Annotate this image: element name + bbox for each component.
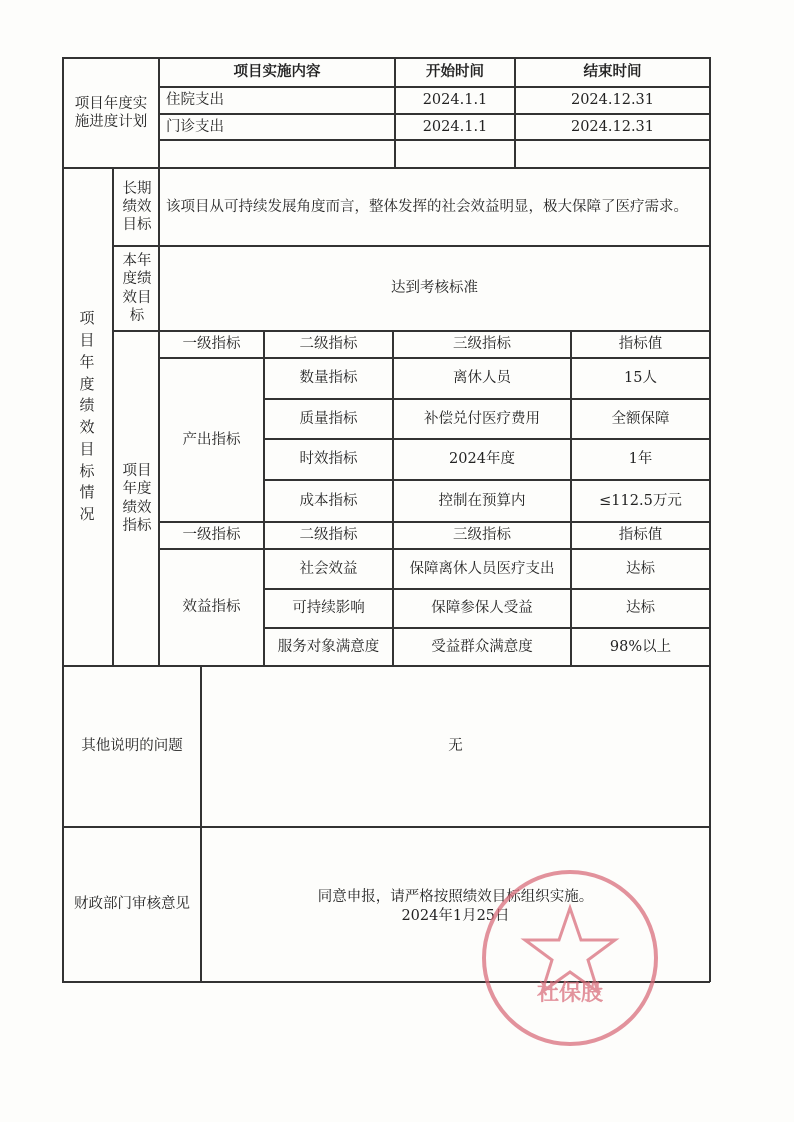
header-level3: 三级指标 (453, 527, 511, 544)
header-value: 指标值 (618, 527, 663, 544)
plan-row-end: 2024.12.31 (570, 92, 655, 109)
header-level3: 三级指标 (453, 336, 511, 353)
performance-section-label: 项目年度绩效目标情况 (79, 309, 95, 523)
header-level2: 二级指标 (299, 527, 358, 544)
table-row-level3: 保障离休人员医疗支出 (409, 560, 555, 577)
table-row-level3: 2024年度 (449, 451, 515, 468)
finance-review-label: 财政部门审核意见 (74, 896, 190, 913)
finance-review-text: 同意申报，请严格按照绩效目标组织实施。 2024年1月25日 (317, 889, 594, 924)
table-row-level2: 质量指标 (299, 410, 358, 427)
table-row-level2: 成本指标 (299, 492, 358, 509)
table-row-value: 达标 (626, 560, 655, 577)
table-row-level3: 离休人员 (453, 370, 511, 387)
other-issues-label: 其他说明的问题 (81, 738, 183, 755)
table-row-level3: 控制在预算内 (438, 492, 526, 509)
header-level1: 一级指标 (182, 527, 241, 544)
plan-row-content: 门诊支出 (166, 118, 224, 135)
header-level1: 一级指标 (182, 336, 241, 353)
header-value: 指标值 (618, 336, 663, 353)
long-term-goal-label: 长期绩效目标 (122, 180, 152, 234)
long-term-goal-text: 该项目从可持续发展角度而言，整体发挥的社会效益明显，极大保障了医疗需求。 (166, 198, 688, 215)
table-row-level3: 补偿兑付医疗费用 (424, 410, 540, 427)
seal-text: 社保股 (536, 980, 603, 1006)
table-row-value: 15人 (624, 370, 657, 387)
table-row-level2: 社会效益 (299, 560, 358, 577)
table-row-value: 1年 (628, 451, 653, 468)
plan-header-end: 结束时间 (583, 63, 642, 81)
plan-row-content: 住院支出 (166, 92, 224, 109)
table-row-level2: 可持续影响 (292, 600, 365, 617)
table-row-level2: 服务对象满意度 (277, 638, 380, 655)
benefit-indicator-label: 效益指标 (182, 599, 241, 616)
table-row-level3: 受益群众满意度 (431, 638, 533, 655)
table-row-value: ≤112.5万元 (599, 492, 682, 509)
review-date: 2024年1月25日 (401, 907, 510, 924)
annual-goal-label: 本年度绩效目标 (122, 253, 152, 324)
table-row-level3: 保障参保人受益 (431, 600, 533, 617)
plan-section-label: 项目年度实施进度计划 (74, 95, 148, 130)
plan-row-start: 2024.1.1 (422, 118, 488, 135)
header-level2: 二级指标 (299, 336, 358, 353)
indicators-label: 项目年度绩效指标 (122, 463, 152, 534)
output-indicator-label: 产出指标 (182, 431, 241, 448)
plan-header-start: 开始时间 (426, 63, 484, 81)
annual-goal-text: 达到考核标准 (391, 280, 478, 297)
plan-row-end: 2024.12.31 (570, 118, 655, 135)
table-row-value: 达标 (626, 600, 655, 617)
table-row-level2: 数量指标 (299, 370, 358, 387)
table-row-value: 全额保障 (611, 410, 670, 427)
table-row-level2: 时效指标 (299, 451, 358, 468)
other-issues-text: 无 (448, 738, 463, 755)
table-row-value: 98%以上 (609, 638, 672, 655)
plan-row-start: 2024.1.1 (422, 92, 488, 109)
plan-header-content: 项目实施内容 (233, 63, 321, 81)
